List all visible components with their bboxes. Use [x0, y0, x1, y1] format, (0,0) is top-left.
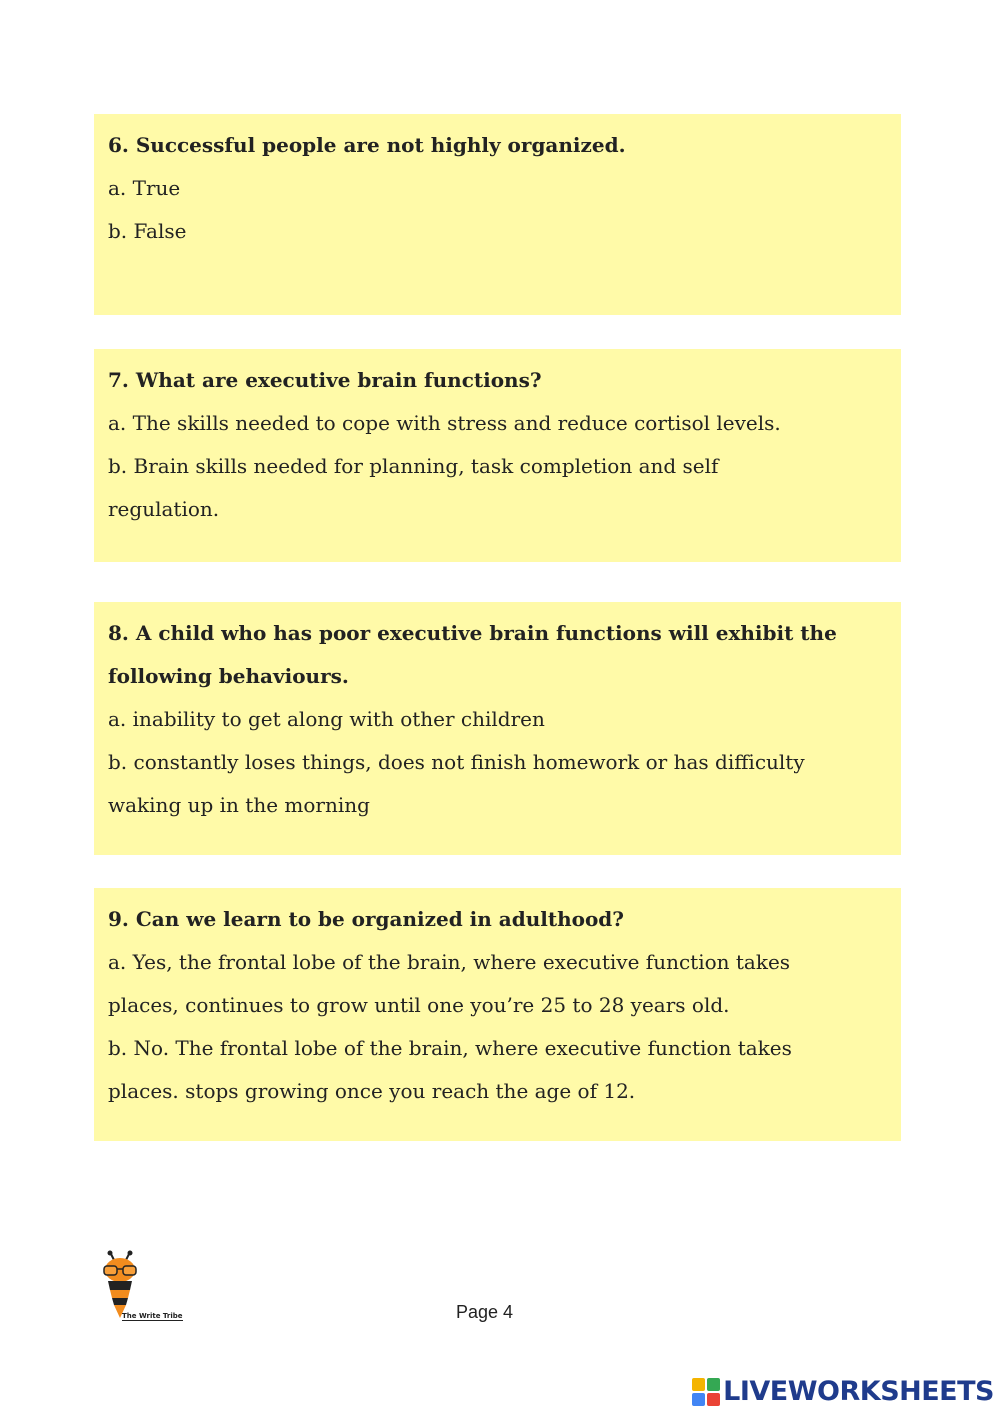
question-8-option-a[interactable]: a. inability to get along with other children — [108, 707, 545, 731]
question-6-option-b[interactable]: b. False — [108, 219, 187, 243]
liveworksheets-brand[interactable] — [692, 1376, 994, 1407]
question-7-option-b[interactable]: b. Brain skills needed for planning, task completion and self — [108, 454, 719, 478]
question-6-option-a[interactable]: a. True — [108, 176, 181, 200]
logo-caption: The Write Tribe — [122, 1312, 183, 1320]
page-number: Page 4 — [456, 1302, 514, 1322]
question-8-box — [94, 602, 901, 855]
write-tribe-logo — [98, 1250, 208, 1330]
question-7-option-a[interactable]: a. The skills needed to cope with stress and reduce cortisol levels. — [108, 411, 781, 435]
question-7-box — [94, 349, 901, 562]
question-6-title: 6. Successful people are not highly organized. — [108, 133, 626, 157]
question-9-box — [94, 888, 901, 1141]
question-8-option-b[interactable]: b. constantly loses things, does not finish homework or has difficulty — [108, 750, 805, 774]
question-6-box — [94, 114, 901, 315]
question-9-option-b-cont[interactable]: places. stops growing once you reach the age of 12. — [108, 1079, 636, 1103]
question-9-option-a[interactable]: a. Yes, the frontal lobe of the brain, where executive function takes — [108, 950, 791, 974]
question-8-title-cont: following behaviours. — [108, 664, 349, 688]
question-9-title: 9. Can we learn to be organized in adulthood? — [108, 907, 624, 931]
question-9-option-b[interactable]: b. No. The frontal lobe of the brain, where executive function takes — [108, 1036, 792, 1060]
liveworksheets-logo-icon — [692, 1378, 720, 1406]
question-7-option-b-cont[interactable]: regulation. — [108, 497, 220, 521]
question-9-option-a-cont[interactable]: places, continues to grow until one you’re 25 to 28 years old. — [108, 993, 730, 1017]
liveworksheets-wordmark: LIVEWORKSHEETS — [723, 1376, 994, 1407]
question-7-title: 7. What are executive brain functions? — [108, 368, 542, 392]
question-8-option-b-cont[interactable]: waking up in the morning — [108, 793, 370, 817]
question-8-title: 8. A child who has poor executive brain functions will exhibit the — [108, 621, 837, 645]
